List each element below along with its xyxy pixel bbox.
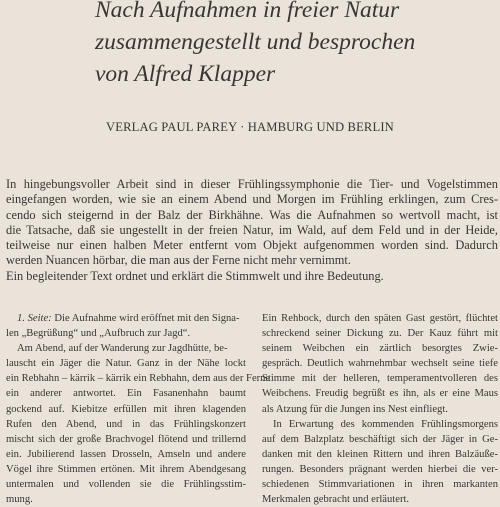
column-line: schiedenen Stimmvariationen in ihren markanten	[262, 479, 498, 491]
column-line: schreckend seiner Dickung zu. Der Kauz führt mit	[262, 328, 498, 340]
intro-line: Ein begleitender Text ordnet und erklärt die Stimmwelt und ihre Bedeutung.	[6, 268, 384, 283]
column-line: gespräch. Deutlich wahrnehmbar wechselt seine tiefe	[262, 358, 498, 370]
column-line: Rufen den Abend, und in das Frühlingskonzert	[6, 418, 246, 430]
publisher-line: VERLAG PAUL PAREY · HAMBURG UND BERLIN	[106, 120, 394, 134]
column-line: gockend auf. Kiebitze erfüllen mit ihren klagenden	[6, 403, 246, 415]
column-line	[6, 311, 246, 326]
intro-line: eingefangen worden, wie sie an einem Abend und Morgen im Frühling erklingen, zum Cres-	[6, 192, 498, 207]
column-line: ein. Jubilierend lassen Drosseln, Amseln und andere	[6, 448, 246, 460]
column-line: rungen. Besonders prägnant werden hierbei die ver-	[262, 463, 498, 475]
album-subtitle	[95, 0, 495, 90]
intro-paragraph	[6, 177, 498, 284]
intro-line: teilweise nur einen halben Meter entfernt vom Objekt aufgenommen worden sind. Dadurch	[6, 238, 498, 253]
side-label-text: Die Aufnahme wird eröffnet mit den Signa-	[51, 313, 240, 324]
column-line: Am Abend, auf der Wanderung zur Jagdhütte, be-	[17, 343, 228, 355]
intro-line: werden Nuancen hörbar, die man aus der Ferne nicht mehr vernimmt.	[6, 253, 351, 268]
column-line: Ein Rehbock, durch den späten Gast gestört, flüchtet	[262, 313, 498, 324]
right-column	[262, 311, 498, 507]
side-label: 1. Seite:	[17, 313, 52, 324]
column-line: len „Begrüßung“ und „Aufbruch zur Jagd“.	[6, 328, 191, 340]
column-line: Stimme mit der helleren, temperamentvolleren des	[262, 373, 498, 385]
subtitle-line: Nach Aufnahmen in freier Natur	[95, 0, 400, 23]
column-line: ein anderer antwortet. Ein Fasanenhahn baumt	[6, 388, 246, 400]
column-line: als Atzung für die Jungen ins Nest einfliegt.	[262, 403, 448, 415]
column-line: mischt sich der große Brachvogel flötend und trillernd	[6, 433, 246, 445]
left-column	[6, 311, 271, 507]
subtitle-line: zusammengestellt und besprochen	[95, 29, 416, 55]
column-line: Merkmalen gebracht und erläutert.	[262, 494, 410, 506]
column-line: Vögel ihre Stimmen ertönen. Mit ihrem Abendgesang	[6, 463, 246, 475]
column-line: In Erwartung des kommenden Frühlingsmorgens	[273, 418, 498, 430]
column-line: ein Rebhahn – kärrik – kärrik ein Rebhahn, dem aus der Ferne	[6, 373, 271, 385]
subtitle-line: von Alfred Klapper	[95, 61, 276, 87]
column-line: mung.	[6, 494, 33, 506]
column-line: untermalen und vollenden sie die Frühlingsstim-	[6, 479, 246, 491]
intro-line: cendo sich steigernd in der Balz der Birkhähne. Was die Aufnahmen so wertvoll macht, ist	[6, 207, 498, 222]
column-line: lauscht ein Jäger die Natur. Ganz in der Nähe lockt	[6, 358, 246, 370]
column-line: seinem Weibchen ein zärtlich besorgtes Zwie-	[262, 343, 498, 355]
intro-line: die Tatsache, daß sie ungestellt in der freien Natur, im Wald, auf dem Feld und in der Heide,	[6, 222, 498, 237]
column-line: danken mit den kleinen Rittern und ihren Balzäuße-	[262, 448, 498, 460]
column-line: auf dem Balzplatz beschäftigt sich der Jäger in Ge-	[262, 433, 498, 445]
column-line: Weibchens. Freudig begrüßt es ihn, als er eine Maus	[262, 388, 498, 400]
intro-line: In hingebungsvoller Arbeit sind in dieser Frühlingssymphonie die Tier- und Vogelstimmen	[6, 177, 498, 191]
